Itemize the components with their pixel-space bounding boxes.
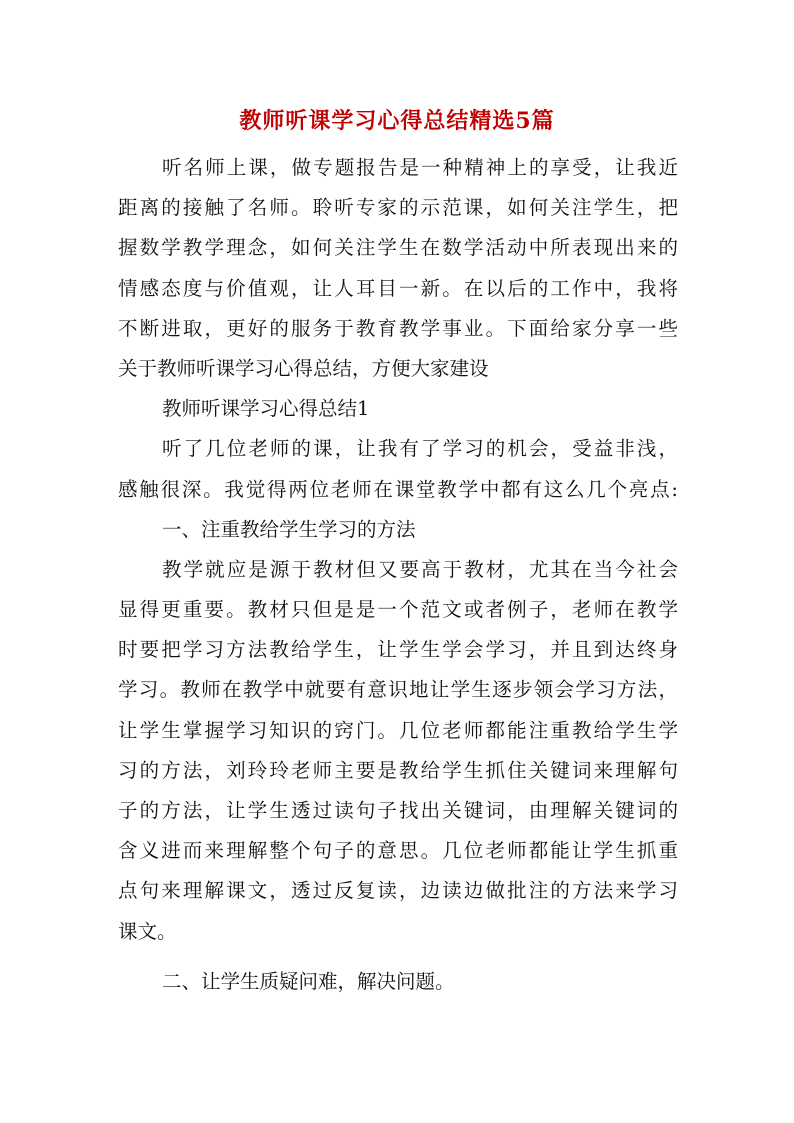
document-body [118, 148, 678, 1002]
paragraph-line: 子的方法，让学生透过读句子找出关键词，由理解关键词的 [118, 799, 678, 822]
paragraph-line: 不断进取，更好的服务于教育教学事业。下面给家分享一些 [118, 316, 678, 340]
section-heading: 教师听课学习心得总结1 [162, 397, 370, 421]
paragraph-line: 课文。 [118, 919, 177, 943]
paragraph-line: 关于教师听课学习心得总结，方便大家建设 [118, 356, 489, 380]
paragraph-line: 显得更重要。教材只但是是一个范文或者例子，老师在教学 [118, 598, 678, 622]
paragraph-line: 距离的接触了名师。聆听专家的示范课，如何关注学生，把 [118, 196, 678, 220]
paragraph-line: 学习。教师在教学中就要有意识地让学生逐步领会学习方法， [118, 678, 678, 702]
paragraph-line: 含义进而来理解整个句子的意思。几位老师都能让学生抓重 [118, 839, 678, 863]
paragraph-line: 让学生掌握学习知识的窍门。几位老师都能注重教给学生学 [118, 718, 678, 742]
paragraph-line: 握数学教学理念，如何关注学生在数学活动中所表现出来的 [118, 236, 678, 260]
paragraph-line: 感触很深。我觉得两位老师在课堂教学中都有这么几个亮点: [118, 477, 678, 501]
paragraph-line: 听名师上课，做专题报告是一种精神上的享受，让我近 [162, 156, 678, 179]
paragraph-line: 教学就应是源于教材但又要高于教材，尤其在当今社会 [162, 557, 678, 581]
paragraph-line: 时要把学习方法教给学生，让学生学会学习，并且到达终身 [118, 638, 678, 662]
paragraph-line: 点句来理解课文，透过反复读，边读边做批注的方法来学习 [118, 879, 678, 903]
paragraph-line: 听了几位老师的课，让我有了学习的机会，受益非浅， [162, 437, 678, 461]
paragraph-gap [118, 952, 678, 962]
paragraph-line: 习的方法，刘玲玲老师主要是教给学生抓住关键词来理解句 [118, 758, 678, 782]
paragraph-line: 情感态度与价值观，让人耳目一新。在以后的工作中，我将 [118, 276, 678, 300]
section-heading: 一、注重教给学生学习的方法 [162, 517, 416, 541]
document-title: 教师听课学习心得总结精选5篇 [239, 108, 555, 134]
section-heading: 二、让学生质疑问难，解决问题。 [162, 969, 455, 993]
